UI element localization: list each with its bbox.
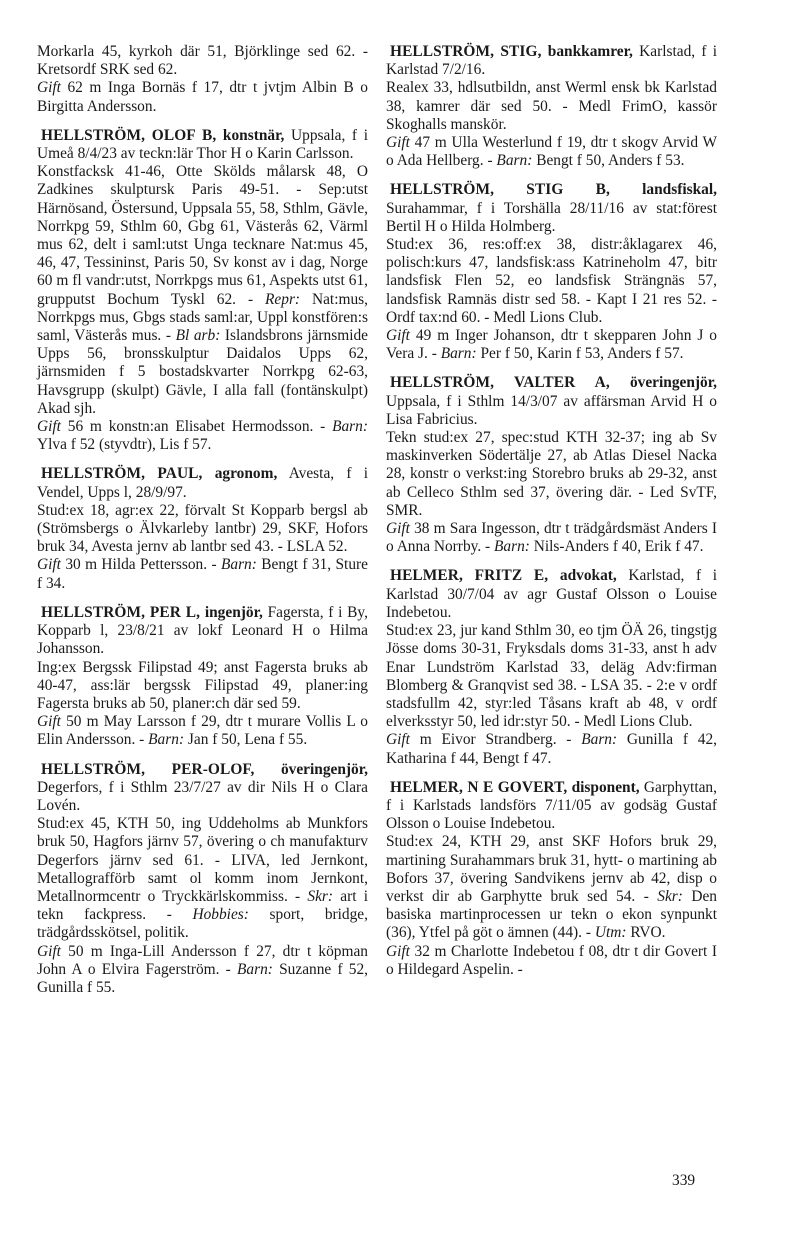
section-label: Gift — [37, 79, 61, 97]
entry-text: Stud:ex 23, jur kand Sthlm 30, eo tjm ÖÄ 26, tingstjg Jösse doms 30-31, Fryksdals doms 31-33, anst h adv Enar Lundström Karlstad 33, deläg Adv:firman Blomberg & Granqvist sed 38. - LSA 35. - 2:e v ordf stadsfullm 42, styr:led Tåsans kraft ab 48, v ordf elverksstyr 50, led idr:styr 50. - Medl Lions Club. — [386, 622, 717, 731]
entry-name: HELMER, FRITZ E, — [390, 567, 549, 585]
entry-name: HELMER, N E GOVERT, — [390, 778, 568, 796]
section-label: Gift — [386, 942, 410, 960]
section-label: Bl arb: — [175, 327, 221, 345]
entry-text: sport, bridge, trädgårdsskötsel, politik. — [37, 906, 368, 942]
entry-career — [386, 236, 717, 327]
entry-heading — [386, 374, 717, 429]
entry-origin: Avesta, f i Vendel, Upps l, 28/9/97. — [37, 465, 368, 501]
section-label: Gift — [37, 942, 61, 960]
entry-heading — [386, 43, 717, 79]
section-label: Barn: — [237, 960, 273, 978]
biography-entry — [37, 127, 368, 455]
entry-text: art i tekn fackpress. - — [37, 887, 368, 924]
entry-text: Suzanne f 52, Gunilla f 55. — [37, 960, 369, 996]
entry-occupation: disponent, — [571, 778, 640, 796]
entry-occupation: överingenjör, — [280, 760, 368, 778]
entry-text: Gunilla f 42, Katharina f 44, Bengt f 47. — [386, 731, 717, 767]
entry-career — [37, 815, 368, 942]
entry-text: m Eivor Strandberg. - — [409, 731, 582, 749]
entry-heading — [386, 181, 717, 236]
entry-occupation: advokat, — [559, 567, 617, 585]
entry-occupation: ingenjör, — [204, 603, 263, 621]
entry-name: HELLSTRÖM, OLOF B, — [41, 126, 217, 144]
entry-occupation: agronom, — [214, 465, 278, 483]
right-column — [386, 43, 717, 990]
section-label: Gift — [37, 713, 61, 731]
section-label: Gift — [37, 418, 61, 436]
entry-family — [37, 556, 368, 592]
biography-entry — [37, 465, 368, 592]
entry-text: Stud:ex 18, agr:ex 22, förvalt St Kopparb bergsl ab (Strömsbergs o Älvkarleby lantbr) 29, SKF, Hofors bruk 34, Avesta jernv ab lantbr sed 43. - LSLA 52. — [37, 501, 368, 556]
page-number: 339 — [672, 1172, 696, 1189]
entry-family — [37, 713, 368, 749]
entry-text: 62 m Inga Bornäs f 17, dtr t jvtjm Albin B o Birgitta Andersson. — [37, 79, 368, 115]
section-label: Hobbies: — [192, 906, 249, 924]
entry-career — [386, 429, 717, 520]
entry-origin: Uppsala, f i Umeå 8/4/23 av teckn:lär Thor H o Karin Carlsson. — [37, 126, 368, 163]
entry-origin: Degerfors, f i Sthlm 23/7/27 av dir Nils H o Clara Lovén. — [37, 778, 368, 814]
entry-family — [386, 943, 717, 979]
entry-family — [386, 327, 717, 363]
entry-heading — [37, 127, 368, 163]
entry-text: RVO. — [626, 924, 666, 942]
entry-text: 50 m Inga-Lill Andersson f 27, dtr t köpman John A o Elvira Fagerström. - — [37, 942, 368, 978]
entry-text: Realex 33, hdlsutbildn, anst Werml ensk bk Karlstad 38, kamrer där sed 50. - Medl FrimO, kassör Skoghalls manskör. — [386, 79, 717, 133]
section-label: Barn: — [496, 152, 533, 170]
biography-entry — [386, 779, 717, 979]
section-label: Barn: — [220, 556, 257, 574]
entry-career — [37, 502, 368, 557]
section-label: Barn: — [148, 731, 185, 749]
biography-entry — [386, 181, 717, 363]
entry-name: HELLSTRÖM, STIG, — [390, 43, 542, 60]
entry-text: Stud:ex 45, KTH 50, ing Uddeholms ab Munkfors bruk 50, Hagfors järnv 57, övering o ch manufakturv Degerfors järnv sed 61. - LIVA, led Jernkont, Metallografförb samt ol komm inom Jernkont, Metallnormcentr o Tryckkärlskommiss. - — [37, 815, 368, 905]
entry-origin: Uppsala, f i Sthlm 14/3/07 av affärsman Arvid H o Lisa Fabricius. — [386, 392, 717, 428]
entry-text: 30 m Hilda Pettersson. - — [60, 556, 221, 574]
entry-text: Morkarla 45, kyrkoh där 51, Björklinge sed 62. - Kretsordf SRK sed 62. — [37, 43, 368, 79]
biography-entry — [386, 374, 717, 556]
entry-career — [37, 163, 368, 418]
entry-heading — [37, 465, 368, 501]
entry-origin: Fagersta, f i By, Kopparb l, 23/8/21 av lokf Leonard H o Hilma Johansson. — [37, 603, 368, 658]
biography-entry — [37, 761, 368, 998]
entry-text: Stud:ex 36, res:off:ex 38, distr:åklagarex 46, polisch:kurs 47, landsfisk:ass Katrineholm 47, bitr landsfisk Flen 52, eo landsfisk Strängnäs 57, landsfisk Ramnäs distr sed 58. - Kapt I 21 res 52. - Ordf tax:nd 60. - Medl Lions Club. — [386, 236, 717, 326]
biography-entry — [386, 43, 717, 170]
entry-career — [386, 622, 717, 731]
entry-career — [386, 79, 717, 134]
entry-family — [386, 520, 717, 556]
section-label: Barn: — [581, 731, 618, 749]
section-label: Skr: — [307, 887, 334, 905]
entry-occupation: överingenjör, — [629, 374, 717, 392]
entry-continuation — [37, 43, 368, 116]
entry-text: 47 m Ulla Westerlund f 19, dtr t skogv Arvid W o Ada Hellberg. - — [386, 134, 717, 170]
entry-origin: Karlstad, f i Karlstad 7/2/16. — [386, 43, 717, 79]
entry-heading — [37, 761, 368, 816]
entry-name: HELLSTRÖM, PER-OLOF, — [41, 760, 255, 778]
entry-occupation: konstnär, — [222, 126, 285, 144]
entry-career — [37, 43, 368, 79]
entry-name: HELLSTRÖM, VALTER A, — [390, 374, 610, 392]
entry-career — [386, 833, 717, 942]
entry-text: Per f 50, Karin f 53, Anders f 57. — [476, 345, 684, 363]
entry-text: Jan f 50, Lena f 55. — [184, 731, 308, 749]
entry-heading — [37, 604, 368, 659]
entry-text: Tekn stud:ex 27, spec:stud KTH 32-37; ing ab Sv maskinverken Södertälje 27, ab Atlas Diesel Nacka 28, konstr o verkst:ing Storebro bruks ab 29-32, anst ab Celleco Sthlm sed 37, övering där. - Led SvTF, SMR. — [386, 429, 717, 519]
entry-family — [37, 943, 368, 998]
left-column — [37, 43, 368, 1008]
section-label: Repr: — [265, 290, 301, 308]
entry-name: HELLSTRÖM, PER L, — [41, 603, 201, 621]
section-label: Gift — [37, 556, 61, 574]
entry-text: Ylva f 52 (styvdtr), Lis f 57. — [37, 436, 212, 454]
entry-heading — [386, 567, 717, 622]
section-label: Gift — [386, 520, 410, 538]
entry-text: Stud:ex 24, KTH 29, anst SKF Hofors bruk 29, martining Surahammars bruk 31, hytt- o martining ab Bofors 37, övering Sandvikens jernv ab 42, disp o verkst dir ab Garphytte bruk sed 54. - — [386, 833, 717, 905]
entry-occupation: bankkamrer, — [547, 43, 633, 60]
entry-origin: Surahammar, f i Torshälla 28/11/16 av stat:förest Bertil H o Hilda Holmberg. — [386, 199, 717, 235]
entry-text: Den basiska martinprocessen ur tekn o ekon synpunkt (36), Ytfel på göt o ämnen (44). - — [386, 887, 717, 942]
entry-text: 32 m Charlotte Indebetou f 08, dtr t dir Govert I o Hildegard Aspelin. - — [386, 942, 717, 978]
entry-occupation: landsfiskal, — [642, 181, 717, 199]
entry-text: 49 m Inger Johanson, dtr t skepparen John J o Vera J. - — [386, 327, 717, 363]
entry-heading — [386, 779, 717, 834]
entry-text: 56 m konstn:an Elisabet Hermodsson. - — [60, 418, 333, 436]
entry-text: Islandsbrons järnsmide Upps 56, bronsskulptur Daidalos Upps 62, järnsmiden f 5 bostadskvarter Norrkpg 62-63, Havsgrupp (skulpt) Gävle, I alla fall (fontänskulpt) Akad sjh. — [37, 327, 368, 417]
entry-text: 38 m Sara Ingesson, dtr t trädgårdsmäst Anders I o Anna Norrby. - — [386, 520, 717, 556]
entry-text: Bengt f 31, Sture f 34. — [37, 556, 368, 592]
section-label: Utm: — [594, 924, 627, 942]
section-label: Barn: — [440, 345, 477, 363]
section-label: Barn: — [332, 418, 368, 436]
entry-name: HELLSTRÖM, STIG B, — [390, 181, 610, 199]
section-label: Gift — [386, 731, 410, 749]
entry-origin: Karlstad, f i Karlstad 30/7/04 av agr Gustaf Olsson o Louise Indebetou. — [386, 567, 717, 621]
entry-name: HELLSTRÖM, PAUL, — [41, 465, 203, 483]
entry-family — [386, 731, 717, 767]
entry-origin: Garphyttan, f i Karlstads landsförs 7/11/05 av godsäg Gustaf Olsson o Louise Indebetou. — [386, 778, 717, 833]
section-label: Skr: — [657, 887, 683, 905]
entry-text: Nat:mus, Norrkpgs mus, Gbgs stads saml:ar, Uppl konstfören:s saml, Västerås mus. - — [37, 290, 368, 345]
entry-family — [386, 134, 717, 170]
biography-entry — [386, 567, 717, 767]
entry-family — [37, 79, 368, 115]
biography-entry — [37, 604, 368, 750]
entry-text: Nils-Anders f 40, Erik f 47. — [529, 538, 704, 556]
entry-career — [37, 659, 368, 714]
entry-text: Ing:ex Bergssk Filipstad 49; anst Fagersta bruks ab 40-47, ass:lär bergssk Filipstad 49, planer:ing Fagersta bruks ab 50, planer:ch där sed 59. — [37, 658, 368, 712]
section-label: Gift — [386, 134, 410, 152]
entry-text: Konstfacksk 41-46, Otte Skölds målarsk 48, O Zadkines skulptursk Paris 49-51. - Sep:utst Härnösand, Östersund, Uppsala 55, 58, Sthlm, Gävle, Norrkpg 59, Sthlm 60, Gbg 61, Västerås 62, Värml mus 62, delt i saml:utst Unga tecknare Nat:mus 45, 46, 47, Tessininst, Paris 50, Sv konst av i dag, Norge 60 m fl vandr:utst, Norrkpgs mus 61, Aspekts utst 61, grupputst Bochum Tyskl 62. - — [37, 163, 368, 308]
entry-text: 50 m May Larsson f 29, dtr t murare Vollis L o Elin Andersson. - — [37, 713, 368, 749]
entry-text: Bengt f 50, Anders f 53. — [532, 152, 685, 170]
entry-family — [37, 418, 368, 454]
section-label: Barn: — [494, 538, 530, 556]
section-label: Gift — [386, 327, 410, 345]
